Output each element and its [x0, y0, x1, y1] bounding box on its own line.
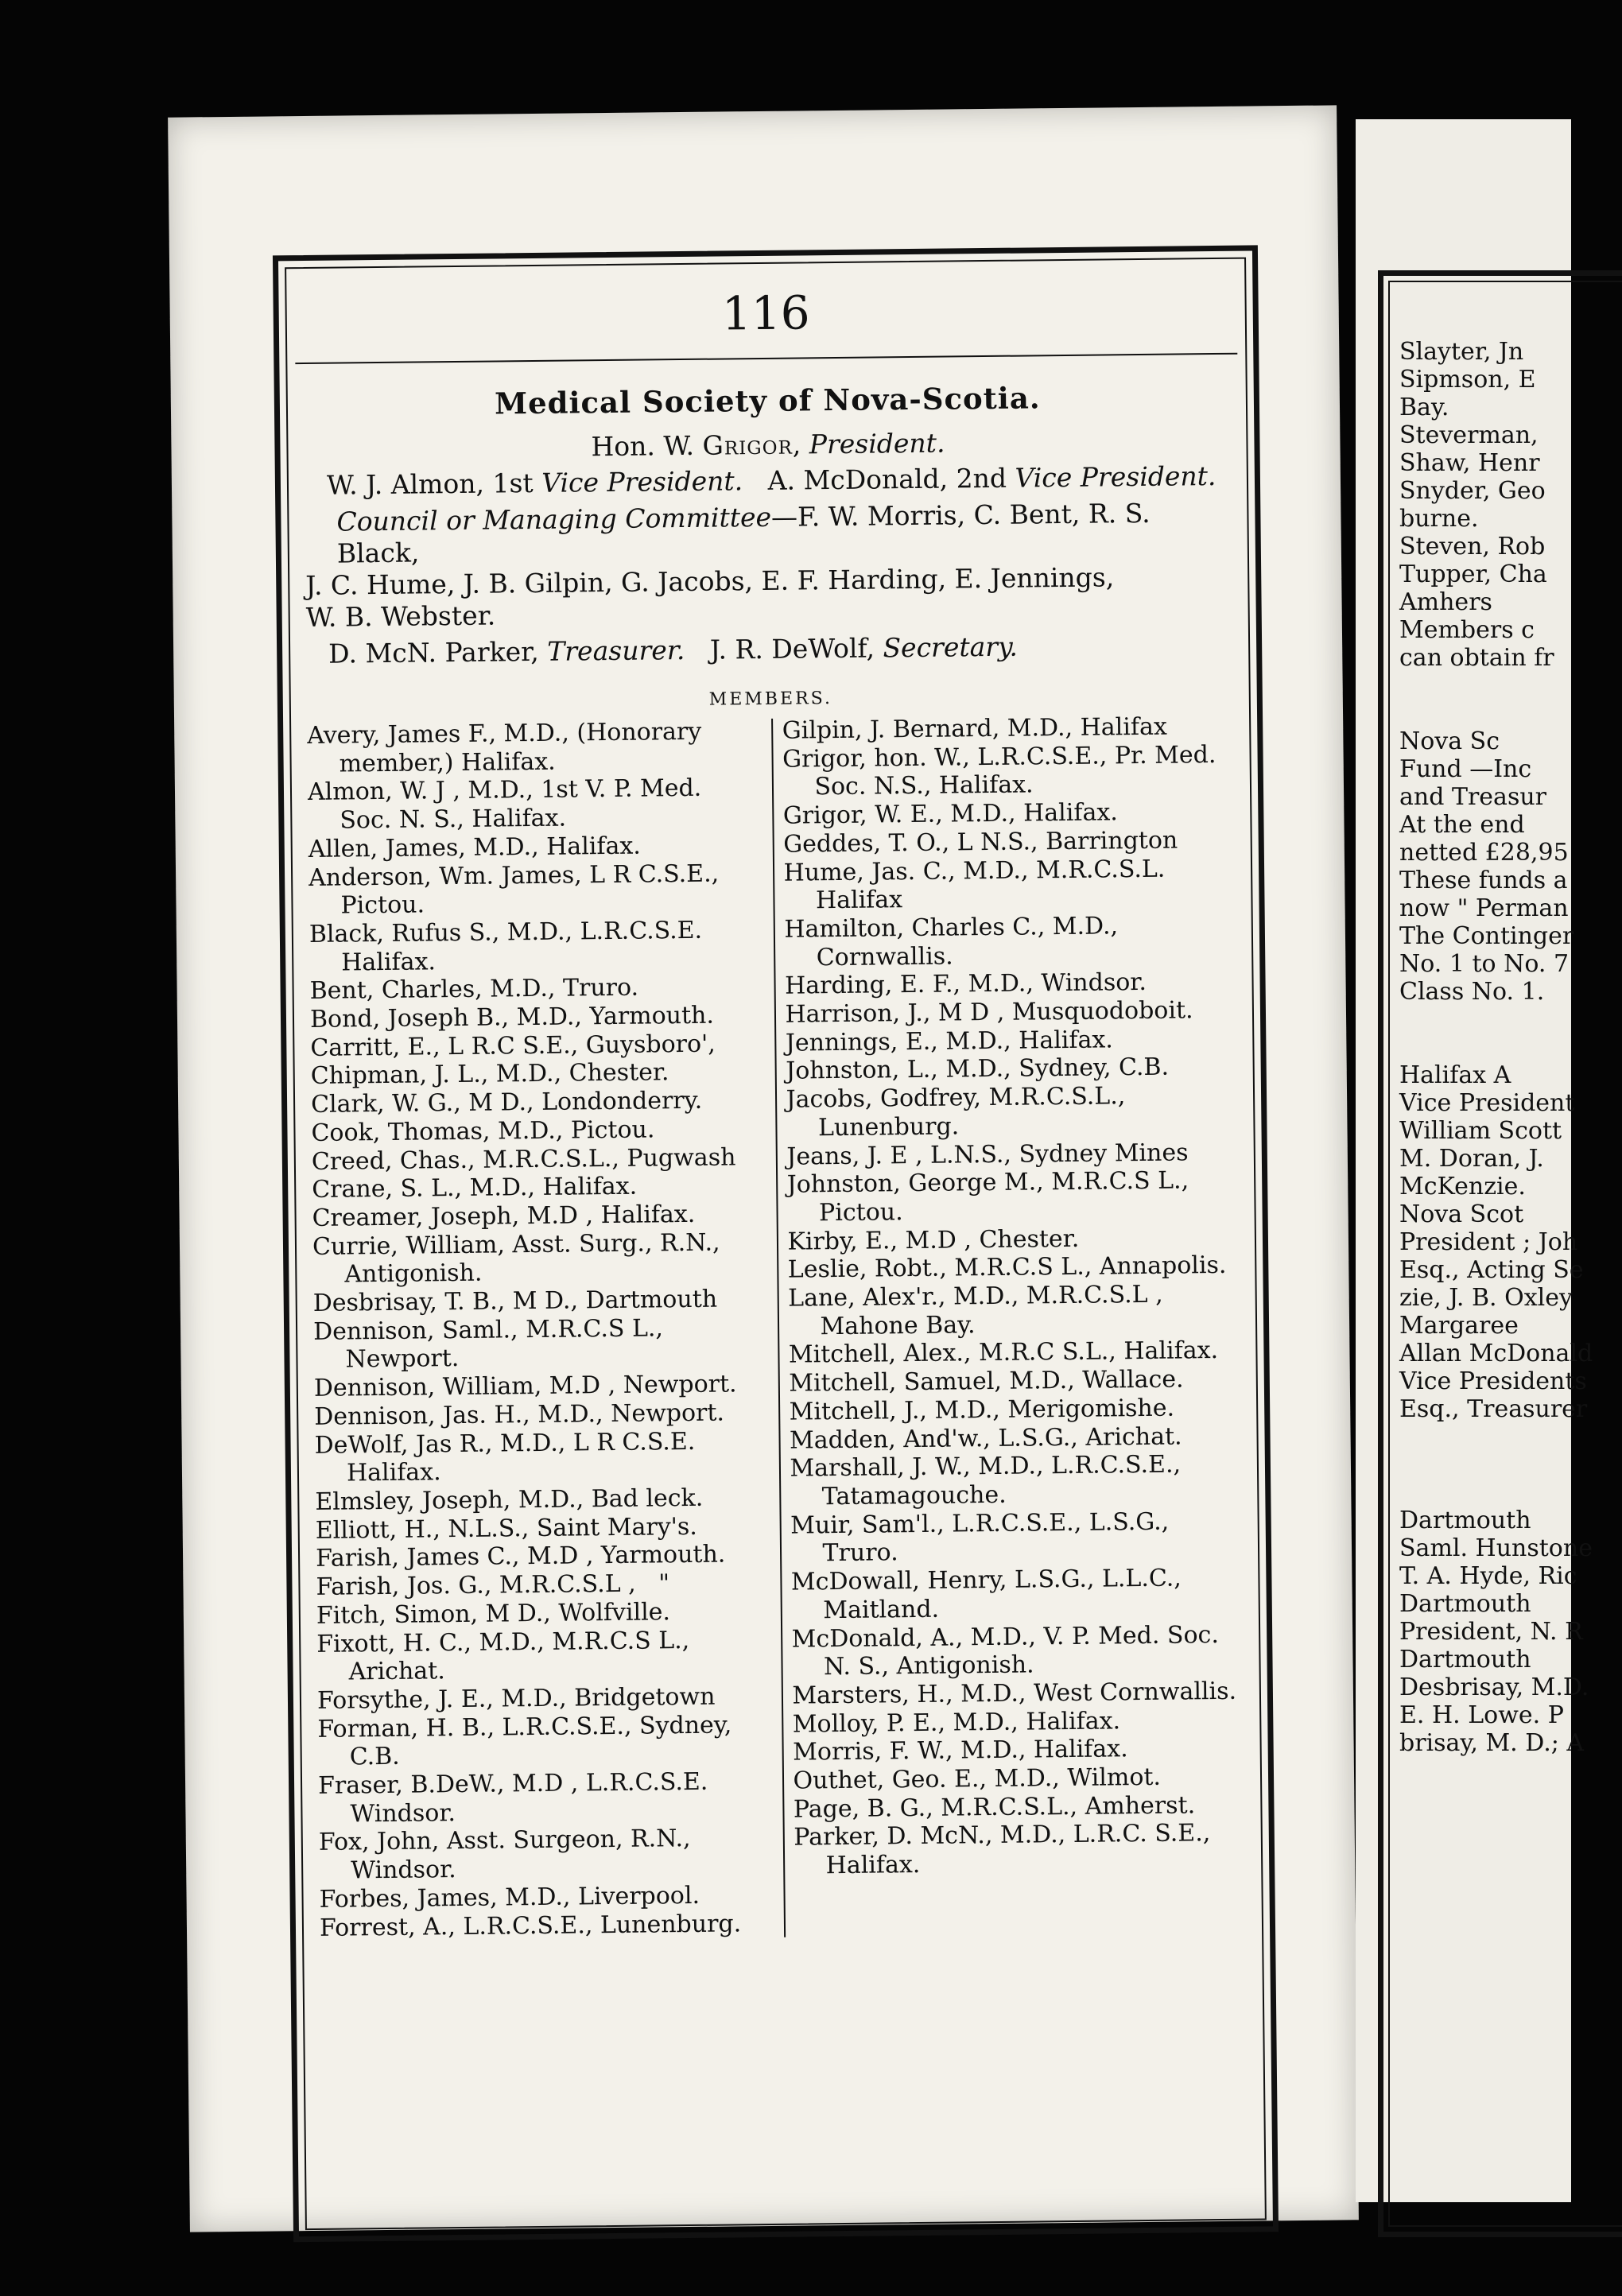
page-content — [304, 378, 1248, 1942]
society-title: Medical Society of Nova-Scotia. — [494, 380, 1041, 421]
member-entry: Bond, Joseph B., M.D., Yarmouth. — [309, 1001, 715, 1034]
first-vp-role: Vice President. — [541, 465, 743, 498]
member-entry: Creed, Chas., M.R.C.S.L., Pugwash — [311, 1142, 736, 1176]
member-entry: Morris, F. W., M.D., Halifax. — [793, 1735, 1128, 1767]
right-page-line: netted £28,95 — [1399, 839, 1569, 867]
member-entry: Cook, Thomas, M.D., Pictou. — [311, 1115, 655, 1147]
right-page-line: President, N. R — [1399, 1618, 1583, 1646]
right-page-border — [1378, 270, 1622, 2237]
right-page-line: Saml. Hunstone — [1399, 1534, 1593, 1562]
right-page-line — [1393, 700, 1593, 727]
members-heading: MEMBERS. — [708, 688, 833, 710]
council-line-3: W. B. Webster. — [305, 599, 496, 633]
right-page-line — [1393, 1451, 1593, 1479]
right-page-line: Dartmouth — [1399, 1646, 1531, 1674]
president-line: Hon. W. Grigor, President. — [591, 427, 945, 463]
right-page-line: Slayter, Jn — [1399, 338, 1524, 366]
member-entry: Outhet, Geo. E., M.D., Wilmot. — [793, 1763, 1162, 1795]
council-line-2: J. C. Hume, J. B. Gilpin, G. Jacobs, E. F. Harding, E. Jennings, — [305, 561, 1115, 601]
member-entry: Elmsley, Joseph, M.D., Bad leck. — [315, 1483, 704, 1516]
council-block — [305, 497, 1234, 634]
second-vp-name: A. McDonald, 2nd — [767, 462, 1015, 496]
right-page-line: E. H. Lowe. P — [1399, 1701, 1564, 1729]
right-page-line: Desbrisay, M.D. — [1399, 1674, 1589, 1701]
right-page-line — [1393, 1006, 1593, 1034]
member-entry: Clark, W. G., M D., Londonderry. — [310, 1086, 703, 1119]
member-entry: Madden, And'w., L.S.G., Arichat. — [789, 1422, 1182, 1455]
right-page-line: Tupper, Cha — [1399, 560, 1547, 588]
member-entry: Bent, Charles, M.D., Truro. — [309, 973, 639, 1006]
right-page-line: McKenzie. — [1399, 1173, 1526, 1200]
member-entry: Almon, W. J , M.D., 1st V. P. Med. Soc. N. S., Halifax. — [307, 774, 709, 835]
right-page-line: These funds a — [1399, 867, 1568, 894]
right-page-line: William Scott — [1399, 1117, 1562, 1145]
member-entry: Carritt, E., L R.C S.E., Guysboro', — [310, 1030, 716, 1062]
treasurer-secretary-line — [306, 629, 1234, 670]
member-entry: Mitchell, J., M.D., Merigomishe. — [789, 1394, 1175, 1426]
member-entry: Grigor, hon. W., L.R.C.S.E., Pr. Med. Soc. N.S., Halifax. — [782, 740, 1224, 801]
member-entry: Molloy, P. E., M.D., Halifax. — [792, 1706, 1121, 1739]
president-role: President. — [809, 427, 945, 460]
member-entry: Anderson, Wm. James, L R C.S.E., Pictou. — [308, 859, 727, 920]
member-entry: DeWolf, Jas R., M.D., L R C.S.E. Halifax. — [314, 1427, 704, 1487]
member-entry: Johnston, George M., M.R.C.S L., Pictou. — [786, 1166, 1197, 1228]
treasurer-name: D. McN. Parker, — [328, 635, 548, 669]
right-page-line: zie, J. B. Oxley — [1399, 1284, 1573, 1312]
right-page-line: Nova Sc — [1399, 727, 1500, 755]
right-page-line: T. A. Hyde, Ric — [1399, 1562, 1577, 1590]
member-entry: Parker, D. McN., M.D., L.R.C. S.E., Halifax. — [794, 1819, 1219, 1880]
right-page-line — [1393, 1479, 1593, 1507]
member-entry: Kirby, E., M.D , Chester. — [787, 1224, 1080, 1256]
right-page-line: Shaw, Henr — [1399, 449, 1540, 477]
right-page-line: Steverman, — [1399, 421, 1539, 449]
member-entry: Fraser, B.DeW., M.D , L.R.C.S.E. Windsor. — [317, 1767, 716, 1829]
member-entry: Allen, James, M.D., Halifax. — [308, 832, 642, 863]
right-page-fragment — [1356, 119, 1593, 2202]
member-entry: Harding, E. F., M.D., Windsor. — [784, 968, 1147, 1001]
right-page-line: The Continger — [1399, 922, 1574, 950]
council-line-1: —F. W. Morris, C. Bent, R. S. Black, — [336, 497, 1151, 569]
treasurer-role: Treasurer. — [547, 634, 685, 667]
right-page-line: Dartmouth — [1399, 1590, 1531, 1618]
right-page-text — [1393, 338, 1593, 1757]
secretary-name: J. R. DeWolf, — [709, 632, 883, 665]
member-entry: Jeans, J. E , L.N.S., Sydney Mines — [786, 1138, 1189, 1171]
member-entry: Johnston, L., M.D., Sydney, C.B. — [786, 1053, 1170, 1086]
right-page-line: Snyder, Geo — [1399, 477, 1546, 505]
member-entry: Marsters, H., M.D., West Cornwallis. — [792, 1677, 1237, 1710]
right-page-line: No. 1 to No. 7 — [1399, 950, 1570, 978]
right-page-line: Members c — [1399, 616, 1535, 644]
member-entry: Elliott, H., N.L.S., Saint Mary's. — [315, 1512, 698, 1545]
member-entry: Fox, John, Asst. Surgeon, R.N., Windsor. — [318, 1825, 699, 1885]
right-page-line: Esq., Treasurer — [1399, 1395, 1588, 1423]
right-page-line: can obtain fr — [1399, 644, 1554, 672]
right-page-line: At the end — [1399, 811, 1525, 839]
member-entry: Fitch, Simon, M D., Wolfville. — [316, 1598, 671, 1630]
member-entry: Dennison, Saml., M.R.C.S L., Newport. — [312, 1313, 671, 1374]
right-page-border-inner — [1388, 281, 1622, 2227]
members-right-column — [771, 712, 1248, 1937]
member-entry: Forrest, A., L.R.C.S.E., Lunenburg. — [319, 1909, 742, 1942]
council-label: Council or Managing Committee — [336, 501, 772, 537]
member-entry: Fixott, H. C., M.D., M.R.C.S L., Arichat. — [316, 1626, 697, 1686]
member-entry: Forbes, James, M.D., Liverpool. — [319, 1881, 700, 1914]
right-page-line: Vice Presidents — [1399, 1367, 1587, 1395]
right-page-line: Steven, Rob — [1399, 533, 1546, 560]
member-entry: Page, B. G., M.R.C.S.L., Amherst. — [793, 1791, 1196, 1824]
member-entry: Currie, William, Asst. Surg., R.N., Antigonish. — [312, 1228, 728, 1289]
members-list — [307, 712, 1248, 1942]
right-page-line: President ; Joh — [1399, 1228, 1578, 1256]
right-page-line: and Treasur — [1399, 783, 1546, 811]
page-number: 116 — [721, 285, 810, 341]
right-page-line: Class No. 1. — [1399, 978, 1545, 1006]
right-page-line: Sipmson, E — [1399, 366, 1536, 394]
right-page-line — [1393, 1423, 1593, 1451]
member-entry: McDonald, A., M.D., V. P. Med. Soc. N. S., Antigonish. — [791, 1620, 1227, 1681]
member-entry: Avery, James F., M.D., (Honorary member,) Halifax. — [307, 717, 709, 778]
right-page-line: Dartmouth — [1399, 1507, 1531, 1534]
member-entry: Harrison, J., M D , Musquodoboit. — [785, 996, 1193, 1029]
right-page-line: Vice President — [1399, 1089, 1575, 1117]
member-entry: Hume, Jas. C., M.D., M.R.C.S.L. Halifax — [783, 855, 1174, 915]
member-entry: Forsythe, J. E., M.D., Bridgetown — [316, 1682, 716, 1715]
member-entry: Leslie, Robt., M.R.C.S L., Annapolis. — [787, 1251, 1227, 1285]
left-page — [168, 105, 1359, 2232]
right-page-line — [1393, 672, 1593, 700]
member-entry: Muir, Sam'l., L.R.C.S.E., L.S.G., Truro. — [790, 1507, 1177, 1568]
right-page-line: Fund —Inc — [1399, 755, 1532, 783]
member-entry: Hamilton, Charles C., M.D., Cornwallis. — [784, 912, 1126, 972]
page-border — [273, 245, 1279, 2242]
members-left-column — [307, 717, 784, 1942]
header-rule — [295, 353, 1237, 364]
secretary-role: Secretary. — [883, 630, 1019, 664]
member-entry: Marshall, J. W., M.D., L.R.C.S.E., Tatamagouche. — [790, 1450, 1189, 1511]
member-entry: Crane, S. L., M.D., Halifax. — [312, 1172, 638, 1204]
member-entry: Farish, James C., M.D , Yarmouth. — [315, 1540, 726, 1573]
member-entry: Farish, Jos. G., M.R.C.S.L , " — [316, 1569, 670, 1602]
second-vp-role: Vice President. — [1015, 460, 1216, 494]
page-border-inner — [285, 258, 1267, 2231]
right-page-line: brisay, M. D.; A — [1399, 1729, 1585, 1757]
member-entry: McDowall, Henry, L.S.G., L.L.C., Maitland. — [790, 1564, 1189, 1625]
member-entry: Dennison, William, M.D , Newport. — [313, 1370, 737, 1403]
right-page-line: Esq., Acting Se — [1399, 1256, 1584, 1284]
member-entry: Gilpin, J. Bernard, M.D., Halifax — [782, 712, 1167, 745]
right-page-line: now " Perman — [1399, 894, 1569, 922]
member-entry: Chipman, J. L., M.D., Chester. — [310, 1058, 669, 1091]
right-page-line — [1393, 1034, 1593, 1061]
first-vp-name: W. J. Almon, 1st — [326, 467, 542, 501]
member-entry: Grigor, W. E., M.D., Halifax. — [782, 798, 1118, 830]
member-entry: Jacobs, Godfrey, M.R.C.S.L., Lunenburg. — [786, 1082, 1134, 1142]
member-entry: Creamer, Joseph, M.D , Halifax. — [312, 1200, 696, 1232]
right-page-line: Bay. — [1399, 394, 1449, 421]
member-entry: Mitchell, Samuel, M.D., Wallace. — [789, 1365, 1184, 1398]
right-page-line: Nova Scot — [1399, 1200, 1524, 1228]
member-entry: Forman, H. B., L.R.C.S.E., Sydney, C.B. — [317, 1710, 740, 1771]
right-page-line: Margaree — [1399, 1312, 1519, 1340]
right-page-line: Amhers — [1399, 588, 1492, 616]
member-entry: Jennings, E., M.D., Halifax. — [785, 1026, 1114, 1057]
member-entry: Lane, Alex'r., M.D., M.R.C.S.L , Mahone Bay. — [788, 1280, 1171, 1341]
right-page-line: Allan McDonald — [1399, 1340, 1593, 1367]
member-entry: Dennison, Jas. H., M.D., Newport. — [314, 1398, 725, 1431]
right-page-line: burne. — [1399, 505, 1479, 533]
member-entry: Black, Rufus S., M.D., L.R.C.S.E. Halifax. — [308, 916, 710, 977]
member-entry: Geddes, T. O., L N.S., Barrington — [783, 826, 1178, 859]
president-name: Hon. W. — [591, 429, 703, 463]
vice-presidents-line — [305, 460, 1232, 502]
member-entry: Mitchell, Alex., M.R.C S.L., Halifax. — [788, 1336, 1219, 1370]
right-page-line: M. Doran, J. — [1399, 1145, 1544, 1173]
president-surname: Grigor — [702, 429, 794, 461]
member-entry: Desbrisay, T. B., M D., Dartmouth — [312, 1285, 718, 1318]
right-page-line: Halifax A — [1399, 1061, 1511, 1089]
